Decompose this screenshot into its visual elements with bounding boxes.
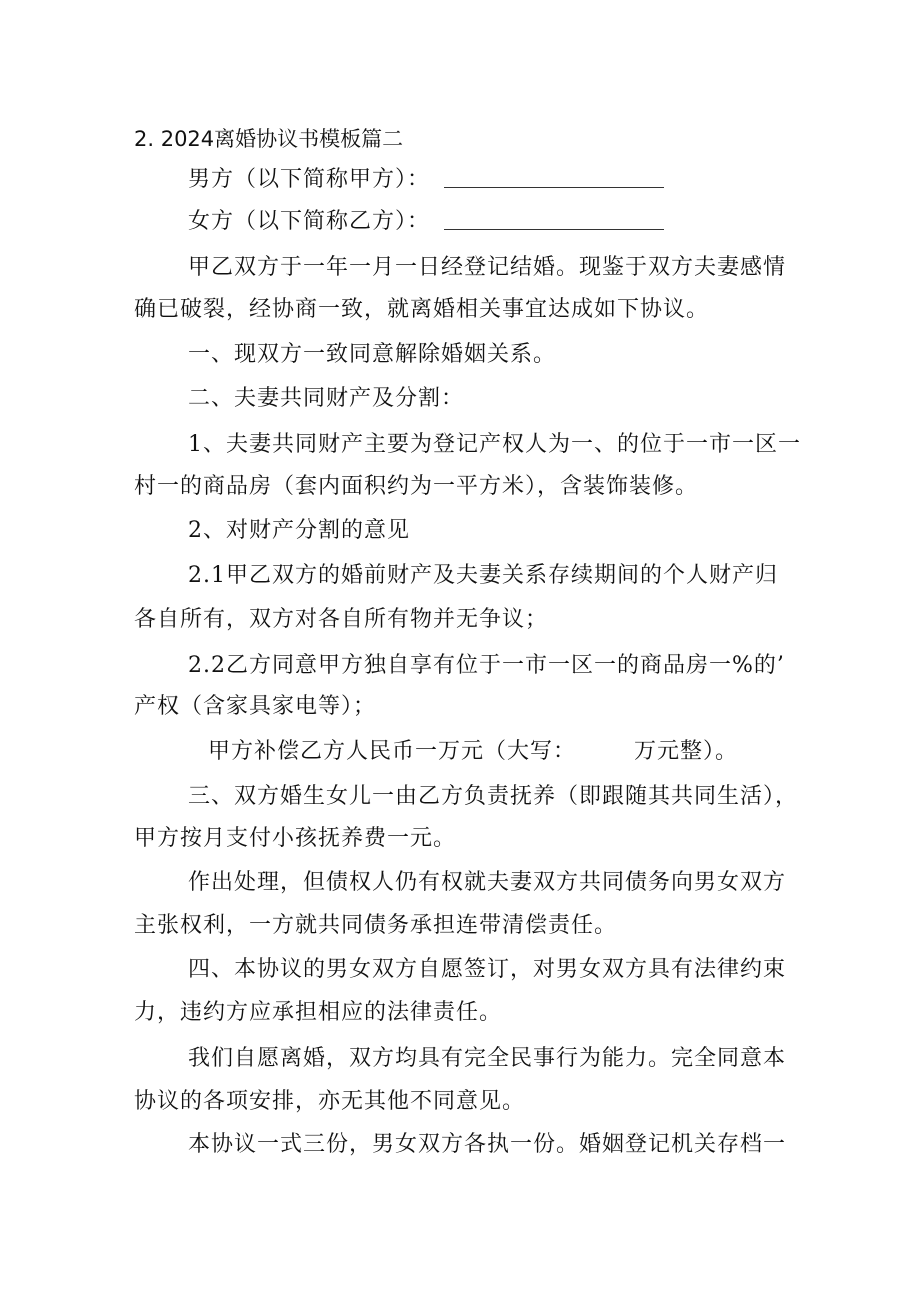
paragraph-line: 一、现双方一致同意解除婚姻关系。 [188, 342, 557, 367]
paragraph-line: 产权（含家具家电等）； [134, 694, 377, 719]
paragraph-line: 二、夫妻共同财产及分割： [188, 386, 465, 411]
paragraph-line: 我们自愿离婚，双方均具有完全民事行为能力。完全同意本 [188, 1046, 787, 1071]
paragraph-line: 确已破裂，经协商一致，就离婚相关事宜达成如下协议。 [134, 297, 710, 322]
paragraph-line: 三、双方婚生女儿一由乙方负责抚养（即跟随其共同生活）， [188, 784, 799, 809]
paragraph-line: 2.1甲乙双方的婚前财产及夫妻关系存续期间的个人财产归 [188, 563, 778, 588]
paragraph-line: 各自所有，双方对各自所有物并无争议； [134, 607, 549, 632]
section-heading: 2. 2024离婚协议书模板篇二 [134, 127, 404, 151]
paragraph-line: 甲方按月支付小孩抚养费一元。 [134, 826, 457, 851]
paragraph-line: 2、对财产分割的意见 [188, 518, 410, 543]
compensation-line-end: 万元整）。 [634, 739, 739, 764]
paragraph-line: 作出处理，但债权人仍有权就夫妻双方共同债务向男女双方 [188, 870, 787, 895]
paragraph-line: 本协议一式三份，男女双方各执一份。婚姻登记机关存档一 [188, 1132, 787, 1157]
paragraph-line: 力，违约方应承担相应的法律责任。 [134, 1000, 503, 1025]
paragraph-line: 村一的商品房（套内面积约为一平方米），含装饰装修。 [134, 474, 699, 499]
paragraph-line: 协议的各项安排，亦无其他不同意见。 [134, 1089, 526, 1114]
female-party-blank [444, 229, 664, 230]
paragraph-line: 2.2乙方同意甲方独自享有位于一市一区一的商品房一%的’ [188, 653, 785, 678]
paragraph-line: 1、夫妻共同财产主要为登记产权人为一、的位于一市一区一 [188, 432, 801, 457]
male-party-blank [444, 187, 664, 188]
paragraph-line: 四、本协议的男女双方自愿签订，对男女双方具有法律约束 [188, 957, 787, 982]
compensation-line: 甲方补偿乙方人民币一万元（大写： [208, 739, 577, 764]
paragraph-line: 主张权利，一方就共同债务承担连带清偿责任。 [134, 913, 618, 938]
female-party-label: 女方（以下简称乙方）： [188, 209, 431, 234]
paragraph-line: 甲乙双方于一年一月一日经登记结婚。现鉴于双方夫妻感情 [188, 255, 787, 280]
male-party-label: 男方（以下简称甲方）： [188, 167, 431, 192]
